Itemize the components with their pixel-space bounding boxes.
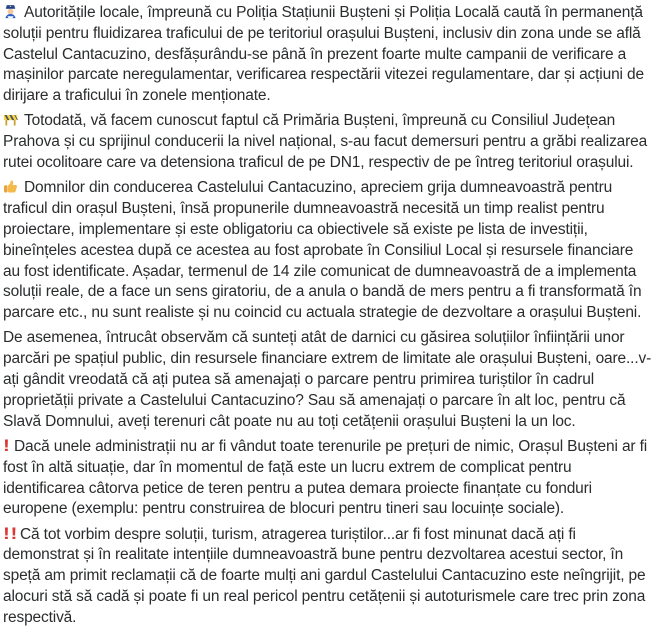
paragraph-castle-fence xyxy=(3,525,654,629)
police-officer-icon xyxy=(3,4,19,19)
paragraph-land-sales xyxy=(3,437,654,520)
construction-barrier-icon xyxy=(3,112,19,127)
thumbs-up-icon xyxy=(3,179,19,194)
paragraph-castle-management xyxy=(3,178,654,324)
paragraph-authorities xyxy=(3,3,654,107)
red-exclamation-icon: ! xyxy=(3,436,11,455)
paragraph-text: Că tot vorbim despre soluții, turism, atragerea turiștilor...ar fi fost minunat dacă ați fi demonstrat și în realitate intențiile dumneavoastră bune pentru dezvoltarea acestui sector, în speță am primit reclamații că de foarte mulți ani gardul Castelului Cantacuzino este neîngrijit, pe alocuri stă să cadă și poate fi un real pericol pentru cetățenii și autoturismele care trec prin zona respectivă. xyxy=(3,525,646,626)
paragraph-bypass-road xyxy=(3,111,654,173)
paragraph-text: Dacă unele administrații nu ar fi vândut toate terenurile pe prețuri de nimic, Orașul Bușteni ar fi fost în altă situație, dar în momentul de față este un lucru extrem de complicat pentru identificarea câtorva petice de teren pentru a putea demara proiecte finanțate cu fonduri europene (exemplu: pentru construirea de blocuri pentru tineri sau locuințe sociale). xyxy=(3,437,648,518)
double-red-exclamation-icon: !! xyxy=(3,524,18,543)
paragraph-text: Domnilor din conducerea Castelului Cantacuzino, apreciem grija dumneavoastră pentru traficul din orașul Bușteni, însă propunerile dumneavoastră necesită un timp realist pentru proiectare, implementare și este obligatoriu ca obiectivele să existe pe lista de investiții, bineînțeles acestea după ce acestea au fost aprobate în Consiliul Local și resursele financiare au fost identificate. Așadar, termenul de 14 zile comunicat de dumneavoastră de a implementa soluții reale, de a face un sens giratoriu, de a anula o bandă de mers pentru a fi transformată în parcare etc., nu sunt realiste și nu coincid cu actuala strategie de dezvoltare a orașului Bușteni. xyxy=(3,179,642,322)
paragraph-public-parking xyxy=(3,328,654,432)
paragraph-text: De asemenea, întrucât observăm că sunteți atât de darnici cu găsirea soluțiilor înființării unor parcări pe spațiul public, din resursele financiare extrem de limitate ale orașului Bușteni, oare...v-ați gândit vreodată că ați putea să amenajați o parcare pentru primirea turiștilor în cadrul proprietății private a Castelului Cantacuzino? Sau să amenajați o parcare în alt loc, pentru că Slavă Domnului, aveți terenuri cât poate nu au toți cetățenii orașului Bușteni la un loc. xyxy=(3,329,652,430)
paragraph-text: Autoritățile locale, împreună cu Poliția Stațiunii Bușteni și Poliția Locală caută în permanență soluții pentru fluidizarea traficului de pe teritoriul orașului Bușteni, inclusiv din zona unde se află Castelul Cantacuzino, desfășurându-se până în prezent foarte multe campanii de verificare a mașinilor parcate neregulamentar, verificarea respectării vitezei regulamentare, dar și acțiuni de dirijare a traficului în zonele menționate. xyxy=(3,4,644,105)
paragraph-text: Totodată, vă facem cunoscut faptul că Primăria Bușteni, împreună cu Consiliul Județean Prahova și cu sprijinul conducerii la nivel național, s-au facut demersuri pentru a grăbi realizarea rutei ocolitoare care va detensiona traficul de pe DN1, respectiv de pe întreg teritoriul orașului. xyxy=(3,112,648,172)
